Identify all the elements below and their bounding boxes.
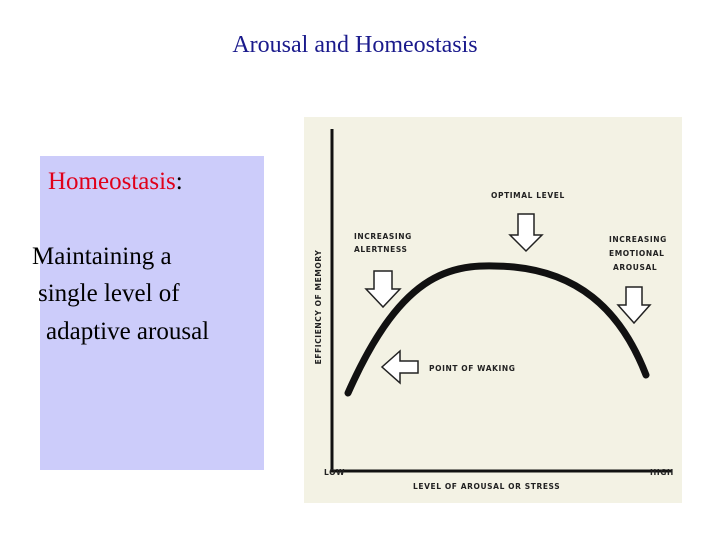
x-axis-low-label: LOW — [324, 468, 345, 477]
point-of-waking-arrow — [382, 351, 418, 383]
x-axis-high-label: HIGH — [650, 468, 674, 477]
definition-heading — [48, 168, 183, 196]
optimal-level-label: OPTIMAL LEVEL — [491, 191, 565, 200]
emotional-arousal-arrow — [618, 287, 650, 323]
alertness-label-line-2: ALERTNESS — [354, 245, 408, 254]
emotional-label-line-3: AROUSAL — [613, 263, 658, 272]
alertness-arrow — [366, 271, 400, 307]
alertness-label-line-1: INCREASING — [354, 232, 412, 241]
definition-panel — [40, 156, 264, 470]
definition-line-2: single level of — [38, 280, 180, 307]
definition-term: Homeostasis — [48, 168, 176, 195]
y-axis-label: EFFICIENCY OF MEMORY — [314, 249, 323, 365]
optimal-level-arrow — [510, 214, 542, 251]
arousal-memory-figure — [304, 117, 682, 503]
slide-title: Arousal and Homeostasis — [232, 32, 478, 58]
definition-colon: : — [175, 168, 183, 195]
point-of-waking-label: POINT OF WAKING — [429, 364, 516, 373]
definition-line-1: Maintaining a — [32, 243, 172, 270]
emotional-label-line-2: EMOTIONAL — [609, 249, 665, 258]
x-axis-label: LEVEL OF AROUSAL OR STRESS — [413, 482, 561, 491]
emotional-label-line-1: INCREASING — [609, 235, 667, 244]
figure-canvas — [304, 117, 682, 503]
definition-line-3: adaptive arousal — [46, 318, 210, 345]
